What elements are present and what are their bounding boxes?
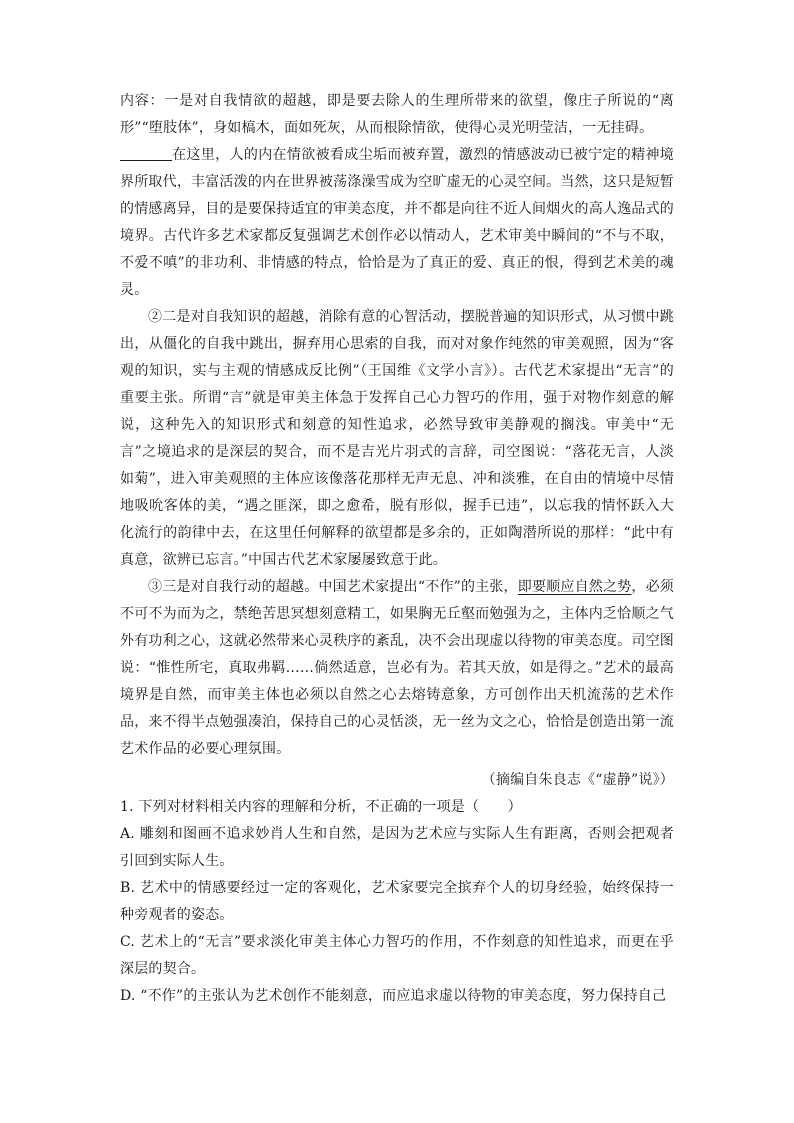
- document-page: [120, 88, 674, 1010]
- underlined-phrase: 即要顺应自然之势: [517, 579, 632, 595]
- option-a[interactable]: A. 雕刻和图画不追求妙肖人生和自然，是因为艺术应与实际人生有距离，否则会把观者引回到实际人生。: [120, 826, 674, 869]
- paragraph-4-text-before: ③三是对自我行动的超越。中国艺术家提出“不作”的主张，: [148, 579, 518, 595]
- fill-in-blank[interactable]: [120, 145, 172, 161]
- paragraph-2-text: 在这里，人的内在情欲被看成尘垢而被弃置，激烈的情感波动已被宁定的精神境界所取代，丰富活泼的内在世界被荡涤澡雪成为空旷虚无的心灵空间。当然，这只是短暂的情感离异，目的是要保持适宜的审美态度，并不都是向往不近人间烟火的高人逸品式的境界。古代许多艺术家都反复强调艺术创作必以情动人，艺术审美中瞬间的“不与不取，不爱不嗔”的非功利、非情感的特点，恰恰是为了真正的爱、真正的恨，得到艺术美的魂灵。: [120, 147, 674, 298]
- passage-paragraph-2: [120, 142, 674, 304]
- passage-paragraph-3: ②二是对自我知识的超越，消除有意的心智活动，摆脱普遍的知识形式，从习惯中跳出，从僵化的自我中跳出，摒弃用心思索的自我，而对对象作纯然的审美观照，因为“客观的知识，实与主观的情感成反比例”（王国维《文学小言》）。古代艺术家提出“无言”的重要主张。所谓“言”就是审美主体急于发挥自己心力智巧的作用，强于对物作刻意的解说，这种先入的知识形式和刻意的知性追求，必然导致审美静观的搁浅。审美中“无言”之境追求的是深层的契合，而不是吉光片羽式的言辞，司空图说：“落花无言，人淡如菊”，进入审美观照的主体应该像落花那样无声无息、冲和淡雅，在自由的情境中尽情地吸吮客体的美，“遇之匪深，即之愈希，脱有形似，握手已违”，以忘我的情怀跃入大化流行的韵律中去，在这里任何解释的欲望都是多余的，正如陶潜所说的那样：“此中有真意，欲辨已忘言。”中国古代艺术家屡屡致意于此。: [120, 309, 674, 568]
- source-citation: （摘编自朱良志《“虚静”说》）: [481, 772, 674, 788]
- passage-paragraph-4: [120, 574, 674, 763]
- option-c[interactable]: C. 艺术上的“无言”要求淡化审美主体心力智巧的作用，不作刻意的知性追求，而更在乎深层的契合。: [120, 934, 674, 977]
- option-b[interactable]: B. 艺术中的情感要经过一定的客观化，艺术家要完全摈弃个人的切身经验，始终保持一种旁观者的姿态。: [120, 880, 674, 923]
- paragraph-4-text-after: ，必须不可不为而为之，禁绝苦思冥想刻意精工，如果胸无丘壑而勉强为之，主体内乏恰顺之气外有功利之心，这就必然带来心灵秩序的紊乱，决不会出现虚以待物的审美态度。司空图说：“惟性所宅，真取弗羁……倘然适意，岂必有为。若其天放，如是得之。”艺术的最高境界是自然，而审美主体也必须以自然之心去熔铸意象，方可创作出天机流荡的艺术作品，来不得半点勉强凑泊，保持自己的心灵恬淡，无一丝为文之心，恰恰是创造出第一流艺术作品的必要心理氛围。: [120, 579, 674, 757]
- option-d[interactable]: D. “不作”的主张认为艺术创作不能刻意，而应追求虚以待物的审美态度，努力保持自己: [120, 988, 667, 1004]
- passage-paragraph-1: 内容：一是对自我情欲的超越，即是要去除人的生理所带来的欲望，像庄子所说的“离形”“堕肢体”，身如槁木，面如死灰，从而根除情欲，使得心灵光明莹洁，一无挂碍。: [120, 93, 674, 136]
- question-stem: 1. 下列对材料相关内容的理解和分析，不正确的一项是（ ）: [120, 799, 522, 815]
